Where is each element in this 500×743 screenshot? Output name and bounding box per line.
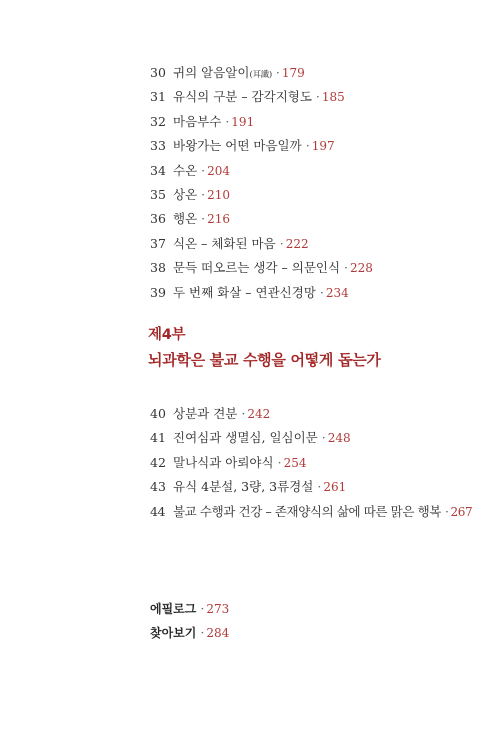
toc-entry — [150, 256, 373, 280]
separator-dot: · — [444, 503, 449, 519]
toc-entry — [150, 110, 373, 134]
toc-list-bottom — [150, 402, 472, 524]
chapter-title: 두 번째 화살 – 연관신경망 — [173, 284, 316, 300]
back-matter — [150, 597, 229, 645]
separator-dot: · — [279, 235, 284, 251]
toc-entry — [150, 402, 472, 426]
page-number: 204 — [207, 163, 231, 178]
separator-dot: · — [201, 186, 206, 202]
chapter-title: 귀의 알음알이 — [173, 65, 250, 80]
toc-entry — [150, 61, 373, 85]
separator-dot: · — [200, 625, 205, 640]
separator-dot: · — [277, 454, 282, 470]
page-number: 284 — [206, 626, 230, 640]
page-number: 197 — [311, 139, 335, 154]
page-number: 267 — [450, 504, 473, 519]
part-label: 제4부 — [148, 327, 186, 343]
chapter-number: 36 — [150, 211, 166, 227]
page-number: 234 — [325, 285, 349, 300]
chapter-number: 44 — [150, 503, 166, 519]
chapter-title: 상분과 견분 — [173, 406, 238, 421]
separator-dot: · — [317, 479, 322, 495]
toc-entry — [150, 451, 472, 475]
chapter-number: 30 — [150, 65, 166, 80]
chapter-title: 문득 떠오르는 생각 – 의문인식 — [173, 260, 341, 276]
page-number: 216 — [207, 212, 231, 227]
toc-entry — [150, 85, 373, 109]
chapter-title: 유식의 구분 – 감각지형도 — [173, 89, 312, 105]
toc-list-top — [150, 61, 373, 305]
toc-entry-index — [150, 621, 229, 645]
chapter-title: 마음부수 — [173, 113, 222, 129]
chapter-title-note: (耳識) — [249, 70, 272, 80]
toc-entry — [150, 134, 373, 158]
page-number: 185 — [321, 90, 345, 105]
section-title: 찾아보기 — [150, 626, 197, 640]
section-title: 에필로그 — [150, 602, 197, 616]
separator-dot: · — [305, 138, 310, 154]
page-number: 191 — [231, 114, 255, 129]
chapter-number: 40 — [150, 406, 166, 421]
part-heading — [148, 325, 381, 375]
chapter-number: 32 — [150, 113, 166, 129]
separator-dot: · — [225, 113, 230, 129]
page-number: 222 — [285, 236, 309, 251]
chapter-title: 수온 — [173, 162, 198, 178]
toc-entry — [150, 475, 472, 499]
page-number: 242 — [247, 407, 271, 421]
chapter-title: 바왕가는 어떤 마음일까 — [173, 138, 302, 154]
chapter-title: 상온 — [173, 186, 198, 202]
toc-entry — [150, 500, 472, 524]
chapter-title: 말나식과 아뢰야식 — [173, 454, 274, 470]
chapter-title: 유식 4분설, 3량, 3류경설 — [173, 479, 314, 495]
chapter-title: 진여심과 생멸심, 일심이문 — [173, 430, 318, 446]
page-number: 261 — [323, 480, 347, 495]
chapter-title: 행온 — [173, 211, 198, 227]
part-title: 뇌과학은 불교 수행을 어떻게 돕는가 — [148, 351, 381, 369]
toc-entry — [150, 183, 373, 207]
chapter-number: 42 — [150, 454, 166, 470]
toc-entry — [150, 281, 373, 305]
page-number: 228 — [350, 261, 373, 276]
toc-entry — [150, 426, 472, 450]
chapter-number: 35 — [150, 186, 166, 202]
chapter-number: 31 — [150, 89, 166, 105]
chapter-number: 38 — [150, 260, 166, 276]
separator-dot: · — [319, 284, 324, 300]
separator-dot: · — [201, 211, 206, 227]
separator-dot: · — [275, 65, 280, 80]
chapter-number: 37 — [150, 235, 166, 251]
chapter-number: 34 — [150, 162, 166, 178]
page-number: 179 — [281, 66, 305, 80]
toc-entry — [150, 232, 373, 256]
page-number: 248 — [327, 431, 351, 446]
separator-dot: · — [201, 162, 206, 178]
page-number: 254 — [283, 455, 307, 470]
separator-dot: · — [321, 430, 326, 446]
toc-entry — [150, 207, 373, 231]
separator-dot: · — [344, 260, 349, 276]
chapter-title: 불교 수행과 건강 – 존재양식의 삶에 따른 맑은 행복 — [173, 503, 441, 519]
separator-dot: · — [200, 601, 205, 616]
separator-dot: · — [241, 406, 246, 421]
toc-entry — [150, 159, 373, 183]
chapter-number: 43 — [150, 479, 166, 495]
page-number: 273 — [206, 602, 230, 616]
page-number: 210 — [207, 187, 231, 202]
chapter-number: 39 — [150, 284, 166, 300]
chapter-number: 33 — [150, 138, 166, 154]
chapter-title: 식온 – 체화된 마음 — [173, 235, 276, 251]
toc-entry-epilogue — [150, 597, 229, 621]
chapter-number: 41 — [150, 430, 166, 446]
separator-dot: · — [315, 89, 320, 105]
